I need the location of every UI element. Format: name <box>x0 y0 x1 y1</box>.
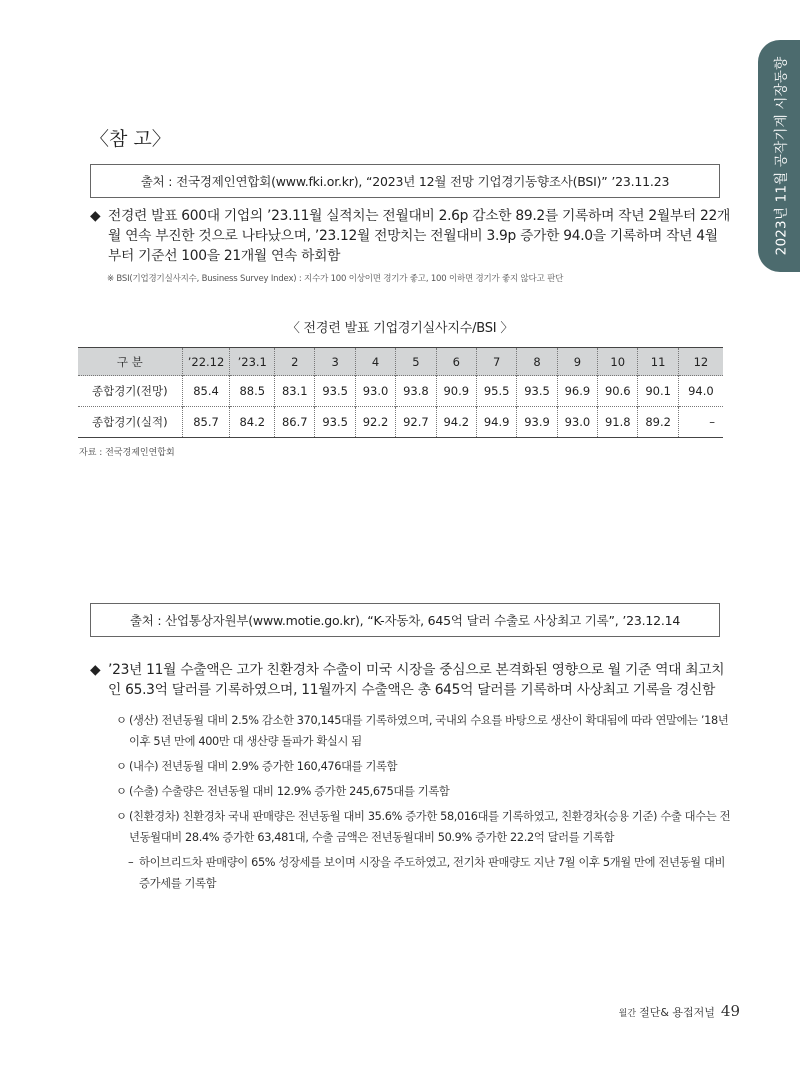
bsi-table-title: 〈 전경련 발표 기업경기실사지수/BSI 〉 <box>286 321 514 336</box>
bsi-summary-bullet <box>90 206 730 266</box>
table-cell: 93.5 <box>315 407 355 438</box>
source-box-motie <box>90 603 720 637</box>
table-cell: 85.4 <box>182 376 230 407</box>
table-header-cell: 6 <box>436 348 476 376</box>
table-header-cell: 5 <box>396 348 436 376</box>
export-summary-bullet <box>90 660 730 700</box>
side-tab-label: 2023년 11월 공작기계 시장동향 <box>773 56 789 256</box>
bsi-definition-note: ※ BSI(기업경기실사지수, Business Survey Index) : 지수가 100 이상이면 경기가 좋고, 100 이하면 경기가 좋지 않다고 판단 <box>107 274 564 284</box>
table-cell: 90.9 <box>436 376 476 407</box>
table-source-note: 자료 : 전국경제인연합회 <box>79 448 175 458</box>
list-item-text: (수출) 수출량은 전년동월 대비 12.9% 증가한 245,675대를 기록함 <box>129 785 450 798</box>
table-header-cell: 2 <box>275 348 315 376</box>
export-summary-text: ’23년 11월 수출액은 고가 친환경차 수출이 미국 시장을 중심으로 본격화된 영향으로 월 기준 역대 최고치인 65.3억 달러를 기록하였으며, 11월까지 수출액은 총 645억 달러를 기록하며 사상최고 기록을 경신함 <box>108 662 725 698</box>
table-header-cell: 12 <box>678 348 723 376</box>
list-item-domestic <box>116 756 736 777</box>
circle-bullet-icon: ㅇ <box>116 810 127 823</box>
table-cell: 85.7 <box>182 407 230 438</box>
table-cell: 93.0 <box>557 407 597 438</box>
section-side-tab <box>758 40 800 272</box>
table-row-forecast <box>78 376 723 407</box>
list-item-text: (생산) 전년동월 대비 2.5% 감소한 370,145대를 기록하였으며, 국내외 수요를 바탕으로 생산이 확대됨에 따라 연말에는 ’18년 이후 5년 만에 400만 대 생산량 돌파가 확실시 됨 <box>129 714 729 748</box>
bsi-table <box>78 347 723 438</box>
table-header-cell: 7 <box>476 348 516 376</box>
table-header-row <box>78 348 723 376</box>
table-cell: 90.1 <box>638 376 678 407</box>
table-cell: 94.0 <box>678 376 723 407</box>
list-item-export <box>116 781 736 802</box>
list-item-text: (친환경차) 친환경차 국내 판매량은 전년동월 대비 35.6% 증가한 58,016대를 기록하였고, 친환경차(승용 기준) 수출 대수는 전년동월대비 28.4% 증가한 63,481대, 수출 금액은 전년동월대비 50.9% 증가한 22.2억 달러를 기록함 <box>129 810 731 844</box>
export-detail-list <box>116 710 736 898</box>
footer-magazine-name: 절단& 용접저널 <box>639 1006 715 1019</box>
page-footer <box>619 1002 740 1020</box>
table-cell: 92.2 <box>355 407 395 438</box>
list-item-text: 하이브리드차 판매량이 65% 성장세를 보이며 시장을 주도하였고, 전기차 판매량도 지난 7월 이후 5개월 만에 전년동월 대비 증가세를 기록함 <box>139 856 726 890</box>
circle-bullet-icon: ㅇ <box>116 785 127 798</box>
list-item-hybrid <box>128 852 736 894</box>
dash-bullet-icon: – <box>128 856 134 869</box>
circle-bullet-icon: ㅇ <box>116 714 127 727</box>
source-box-fki <box>90 164 720 198</box>
table-header-cell: ’23.1 <box>230 348 275 376</box>
list-item-text: (내수) 전년동월 대비 2.9% 증가한 160,476대를 기록함 <box>129 760 398 773</box>
table-header-cell: 11 <box>638 348 678 376</box>
table-cell: – <box>678 407 723 438</box>
table-cell: 89.2 <box>638 407 678 438</box>
diamond-bullet-icon: ◆ <box>90 662 101 678</box>
table-cell: 88.5 <box>230 376 275 407</box>
table-cell: 93.5 <box>315 376 355 407</box>
row-label: 종합경기(실적) <box>78 407 182 438</box>
table-header-cell: 9 <box>557 348 597 376</box>
table-cell: 84.2 <box>230 407 275 438</box>
list-item-eco-vehicle <box>116 806 736 848</box>
table-cell: 92.7 <box>396 407 436 438</box>
table-cell: 93.0 <box>355 376 395 407</box>
circle-bullet-icon: ㅇ <box>116 760 127 773</box>
list-item-production <box>116 710 736 752</box>
table-cell: 86.7 <box>275 407 315 438</box>
source-text-motie: 출처 : 산업통상자원부(www.motie.go.kr), “K-자동차, 645억 달러 수출로 사상최고 기록”, ’23.12.14 <box>129 613 681 628</box>
table-cell: 94.2 <box>436 407 476 438</box>
page-number: 49 <box>720 1002 740 1020</box>
table-header-cell: 4 <box>355 348 395 376</box>
table-cell: 93.8 <box>396 376 436 407</box>
table-cell: 94.9 <box>476 407 516 438</box>
table-header-cell: 10 <box>598 348 638 376</box>
footer-prefix: 월간 <box>618 1009 637 1019</box>
source-text-fki: 출처 : 전국경제인연합회(www.fki.or.kr), “2023년 12월 전망 기업경기동향조사(BSI)” ’23.11.23 <box>140 174 670 189</box>
table-header-cell: ’22.12 <box>182 348 230 376</box>
row-label: 종합경기(전망) <box>78 376 182 407</box>
bsi-summary-text: 전경련 발표 600대 기업의 ’23.11월 실적치는 전월대비 2.6p 감소한 89.2를 기록하며 작년 2월부터 22개월 연속 부진한 것으로 나타났으며, ’23.12월 전망치는 전월대비 3.9p 증가한 94.0을 기록하며 작년 4월부터 기준선 100을 21개월 연속 하회함 <box>108 208 730 264</box>
table-header-cell: 구 분 <box>78 348 182 376</box>
table-cell: 96.9 <box>557 376 597 407</box>
table-header-cell: 3 <box>315 348 355 376</box>
table-cell: 93.5 <box>517 376 557 407</box>
table-cell: 93.9 <box>517 407 557 438</box>
diamond-bullet-icon: ◆ <box>90 208 101 224</box>
table-row-actual <box>78 407 723 438</box>
table-cell: 90.6 <box>598 376 638 407</box>
section-heading: 〈참 고〉 <box>90 128 171 150</box>
table-cell: 91.8 <box>598 407 638 438</box>
table-header-cell: 8 <box>517 348 557 376</box>
table-cell: 95.5 <box>476 376 516 407</box>
table-cell: 83.1 <box>275 376 315 407</box>
